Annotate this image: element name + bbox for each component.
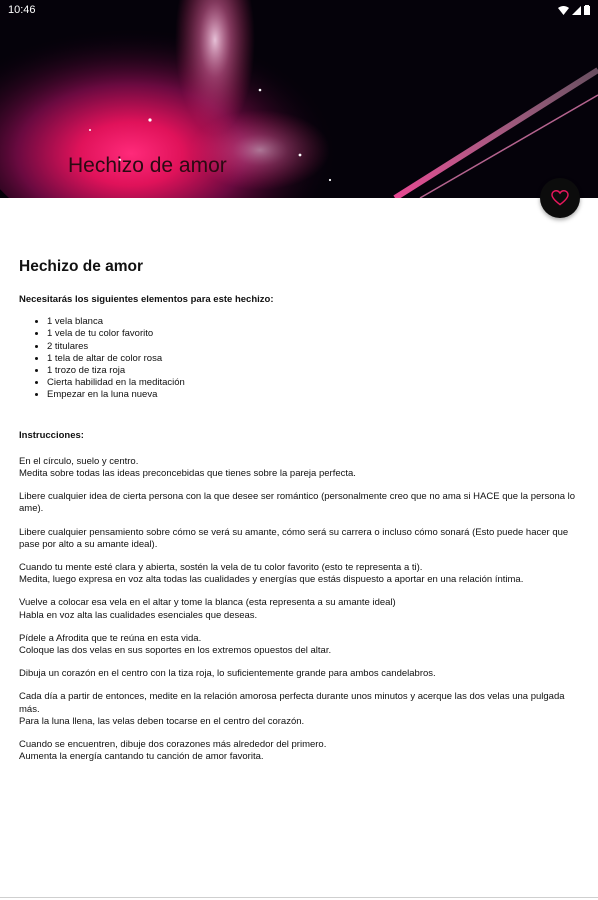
wifi-icon: [558, 6, 569, 15]
instruction-line: Medita, luego expresa en voz alta todas las cualidades y energías que estás dispuesto a aportar en una relación íntima.: [19, 574, 524, 586]
instruction-paragraph: [19, 562, 585, 586]
instruction-paragraph: [19, 633, 585, 657]
list-item: • Empezar en la luna nueva: [47, 389, 585, 401]
list-item: • 1 vela de tu color favorito: [47, 328, 585, 340]
instruction-line: Cuando se encuentren, dibuje dos corazones más alrededor del primero.: [19, 739, 327, 751]
list-item: • 1 vela blanca: [47, 316, 585, 328]
instruction-paragraph: [19, 597, 585, 621]
instructions-label: Instrucciones:: [19, 429, 84, 441]
instruction-paragraph: [19, 456, 585, 480]
list-item: • Cierta habilidad en la meditación: [47, 377, 585, 389]
signal-icon: [572, 6, 581, 15]
instruction-line: Libere cualquier idea de cierta persona con la que desee ser romántico (personalmente creo que no ama si HACE que la persona lo ame).: [19, 491, 576, 515]
instruction-line: Pídele a Afrodita que te reúna en esta vida.: [19, 632, 202, 644]
instruction-paragraph: [19, 668, 585, 680]
favorite-button[interactable]: [540, 178, 580, 218]
battery-icon: [584, 5, 590, 15]
instruction-paragraph: [19, 491, 585, 515]
article-content: [19, 258, 585, 774]
list-item: • 2 titulares: [47, 341, 585, 353]
instruction-paragraph: [19, 527, 585, 551]
instruction-line: Aumenta la energía cantando tu canción de amor favorita.: [19, 751, 264, 763]
list-item: • 1 tela de altar de color rosa: [47, 353, 585, 365]
bottom-divider: [0, 897, 598, 898]
instruction-line: Dibuja un corazón en el centro con la tiza roja, lo suficientemente grande para ambos candelabros.: [19, 668, 436, 680]
materials-list: [19, 316, 585, 401]
instruction-line: Cuando tu mente esté clara y abierta, sostén la vela de tu color favorito (esto te representa a ti).: [19, 562, 423, 574]
instruction-line: Vuelve a colocar esa vela en el altar y tome la blanca (esta representa a su amante ideal): [19, 597, 396, 609]
instruction-line: En el círculo, suelo y centro.: [19, 455, 139, 467]
instruction-line: Para la luna llena, las velas deben tocarse en el centro del corazón.: [19, 715, 305, 727]
article-heading: Hechizo de amor: [19, 258, 144, 275]
header-title: Hechizo de amor: [68, 154, 227, 177]
list-item: • 1 trozo de tiza roja: [47, 365, 585, 377]
status-icons: [558, 5, 590, 15]
instruction-paragraph: [19, 739, 585, 763]
status-time: 10:46: [8, 4, 36, 16]
instruction-line: Habla en voz alta las cualidades esenciales que deseas.: [19, 609, 258, 621]
instruction-paragraph: [19, 691, 585, 728]
instruction-line: Medita sobre todas las ideas preconcebidas que tienes sobre la pareja perfecta.: [19, 468, 356, 480]
status-bar: [0, 0, 598, 20]
instruction-line: Coloque las dos velas en sus soportes en los extremos opuestos del altar.: [19, 645, 332, 657]
materials-label: Necesitarás los siguientes elementos para este hechizo:: [19, 294, 274, 305]
heart-outline-icon: [551, 190, 569, 206]
instruction-line: Cada día a partir de entonces, medite en la relación amorosa perfecta durante unos minutos y acerque las dos velas una pulgada más.: [19, 691, 565, 715]
instruction-line: Libere cualquier pensamiento sobre cómo se verá su amante, cómo será su carrera o incluso cómo sonará (Esto puede hacer que pase por alto a su amante ideal).: [19, 526, 569, 550]
